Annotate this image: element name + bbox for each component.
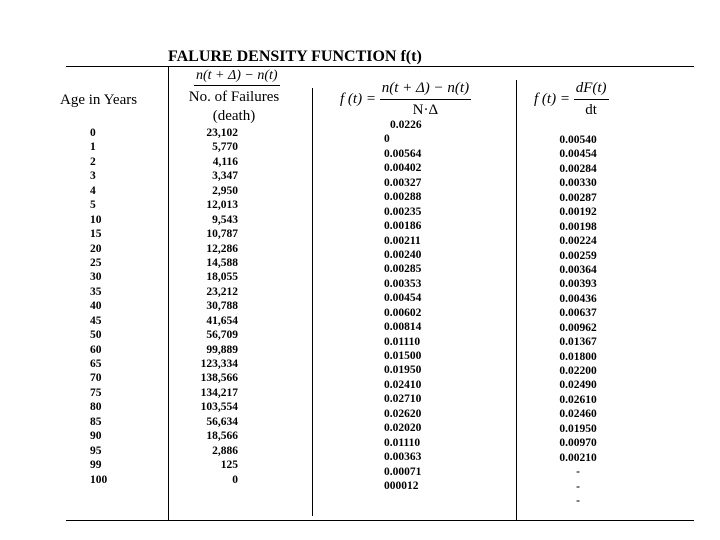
density-discrete-value: 0 — [384, 133, 390, 146]
age-value: 10 — [90, 213, 102, 226]
density-derivative-value: 0.00284 — [559, 162, 597, 175]
density-derivative-value: 0.00393 — [559, 278, 597, 291]
age-value: 15 — [90, 228, 102, 241]
age-value: 0 — [90, 127, 96, 139]
failures-value: 41,654 — [206, 314, 238, 327]
failures-value: 12,286 — [206, 242, 238, 255]
age-value: 20 — [90, 242, 102, 255]
failures-value: 3,347 — [212, 170, 238, 183]
failures-value: 30,788 — [206, 300, 238, 313]
formula-discrete-numerator: n(t + Δ) − n(t) — [380, 80, 471, 100]
density-discrete-value: 0.00814 — [384, 321, 422, 334]
header-difference-formula — [194, 68, 280, 86]
density-derivative-value: - — [576, 480, 580, 493]
failures-value: 4,116 — [212, 155, 238, 168]
formula-derivative — [534, 80, 609, 119]
density-discrete-value: 0.00288 — [384, 191, 422, 204]
failures-value: 103,554 — [200, 401, 238, 414]
formula-discrete-fraction — [380, 80, 471, 119]
failures-column — [180, 126, 238, 487]
age-value: 99 — [90, 459, 102, 472]
density-discrete-value: 0.01950 — [384, 364, 422, 377]
failures-value: 56,709 — [206, 329, 238, 342]
header-failures-line2: (death) — [212, 108, 256, 124]
density-discrete-value: 0.02710 — [384, 393, 422, 406]
density-derivative-value: 0.00364 — [559, 263, 597, 276]
age-value: 30 — [90, 271, 102, 284]
failures-value: 125 — [220, 459, 238, 472]
formula-derivative-lhs: f (t) = — [534, 90, 570, 107]
density-derivative-value: 0.00454 — [559, 148, 597, 161]
density-derivative-value: 0.00287 — [559, 191, 597, 204]
failures-value: 2,886 — [212, 444, 238, 457]
failures-value: 138,566 — [200, 372, 238, 385]
density-discrete-value: 0.0226 — [390, 119, 422, 131]
density-discrete-value: 0.00071 — [384, 465, 422, 478]
density-discrete-value: 0.01110 — [384, 335, 421, 348]
column-divider-middle — [312, 88, 313, 516]
failures-value: 99,889 — [206, 343, 238, 356]
failures-value: 9,543 — [212, 213, 238, 226]
age-value: 45 — [90, 314, 102, 327]
density-discrete-value: 0.00211 — [384, 234, 421, 247]
density-derivative-value: 0.00198 — [559, 220, 597, 233]
density-discrete-value: 0.02410 — [384, 378, 422, 391]
density-discrete-value: 0.01500 — [384, 350, 422, 362]
top-rule — [66, 66, 694, 67]
formula-discrete — [340, 80, 471, 119]
page-title: FALURE DENSITY FUNCTION f(t) — [168, 48, 422, 65]
density-derivative-value: 0.02200 — [559, 365, 597, 377]
density-discrete-value: 0.01110 — [384, 436, 421, 449]
failures-value: 2,950 — [212, 184, 238, 197]
age-value: 5 — [90, 199, 96, 212]
density-discrete-value: 0.00402 — [384, 162, 422, 175]
density-derivative-column — [548, 133, 608, 508]
density-discrete-value: 0.00602 — [384, 306, 422, 319]
age-value: 95 — [90, 444, 102, 457]
density-discrete-value: 000012 — [384, 479, 419, 492]
age-value: 25 — [90, 256, 102, 269]
density-derivative-value: 0.00637 — [559, 307, 597, 320]
density-derivative-value: 0.01800 — [559, 350, 597, 363]
density-derivative-value: 0.01367 — [559, 336, 597, 349]
formula-derivative-numerator: dF(t) — [574, 80, 609, 100]
density-derivative-value: 0.00540 — [559, 134, 597, 146]
formula-discrete-lhs: f (t) = — [340, 90, 376, 107]
failures-value: 0 — [232, 473, 238, 486]
age-column — [90, 126, 107, 487]
age-value: 85 — [90, 415, 102, 428]
failures-value: 5,770 — [212, 141, 238, 154]
density-derivative-value: 0.00210 — [559, 451, 597, 464]
age-value: 4 — [90, 184, 96, 197]
density-derivative-value: 0.00436 — [559, 292, 597, 305]
density-discrete-value: 0.00454 — [384, 292, 422, 305]
age-value: 2 — [90, 155, 96, 168]
age-value: 75 — [90, 386, 102, 399]
formula-derivative-fraction — [574, 80, 609, 119]
column-divider-left — [168, 66, 169, 520]
failures-value: 10,787 — [206, 228, 238, 241]
failures-value: 23,212 — [206, 285, 238, 298]
age-value: 100 — [90, 473, 108, 486]
density-discrete-value: 0.00327 — [384, 176, 422, 189]
density-derivative-value: 0.00259 — [559, 249, 597, 262]
age-value: 80 — [90, 401, 102, 414]
age-value: 40 — [90, 300, 102, 313]
age-value: 35 — [90, 285, 102, 298]
header-failures — [178, 88, 290, 126]
density-derivative-value: - — [576, 494, 580, 507]
density-derivative-value: 0.00970 — [559, 437, 597, 450]
density-derivative-value: 0.02460 — [559, 408, 597, 421]
failures-value: 56,634 — [206, 415, 238, 428]
column-divider-right — [516, 80, 517, 520]
density-discrete-value: 0.00235 — [384, 205, 422, 218]
formula-discrete-denominator: N·Δ — [412, 102, 439, 118]
density-derivative-value: - — [576, 466, 580, 479]
failures-value: 14,588 — [206, 256, 238, 269]
density-derivative-value: 0.00224 — [559, 235, 597, 248]
density-discrete-value: 0.00186 — [384, 220, 422, 233]
density-discrete-value: 0.00240 — [384, 248, 422, 261]
header-age: Age in Years — [60, 92, 138, 108]
density-discrete-value: 0.00353 — [384, 277, 422, 290]
age-value: 70 — [90, 372, 102, 385]
age-value: 60 — [90, 343, 102, 356]
density-discrete-value: 0.00285 — [384, 263, 422, 276]
density-discrete-column — [384, 118, 422, 493]
density-derivative-value: 0.00330 — [559, 177, 597, 190]
formula-derivative-denominator: dt — [585, 102, 597, 118]
density-discrete-value: 0.02620 — [384, 407, 422, 420]
density-derivative-value: 0.02610 — [559, 393, 597, 406]
density-discrete-value: 0.00564 — [384, 147, 422, 160]
age-value: 3 — [90, 170, 96, 183]
failures-value: 12,013 — [206, 199, 238, 212]
density-derivative-value: 0.00192 — [559, 206, 597, 219]
density-discrete-value: 0.02020 — [384, 422, 422, 435]
age-value: 90 — [90, 430, 102, 443]
age-value: 1 — [90, 141, 96, 154]
header-failures-line1: No. of Failures — [188, 89, 280, 105]
difference-formula-text: n(t + Δ) − n(t) — [196, 68, 278, 83]
failures-value: 123,334 — [200, 358, 238, 370]
failures-value: 134,217 — [200, 386, 238, 399]
failures-value: 23,102 — [206, 127, 238, 139]
age-value: 50 — [90, 329, 102, 342]
density-discrete-value: 0.00363 — [384, 451, 422, 464]
density-derivative-value: 0.01950 — [559, 422, 597, 435]
density-derivative-value: 0.00962 — [559, 321, 597, 334]
failures-value: 18,055 — [206, 271, 238, 284]
failures-value: 18,566 — [206, 430, 238, 443]
density-derivative-value: 0.02490 — [559, 379, 597, 392]
age-value: 65 — [90, 358, 102, 370]
bottom-rule — [66, 520, 694, 521]
